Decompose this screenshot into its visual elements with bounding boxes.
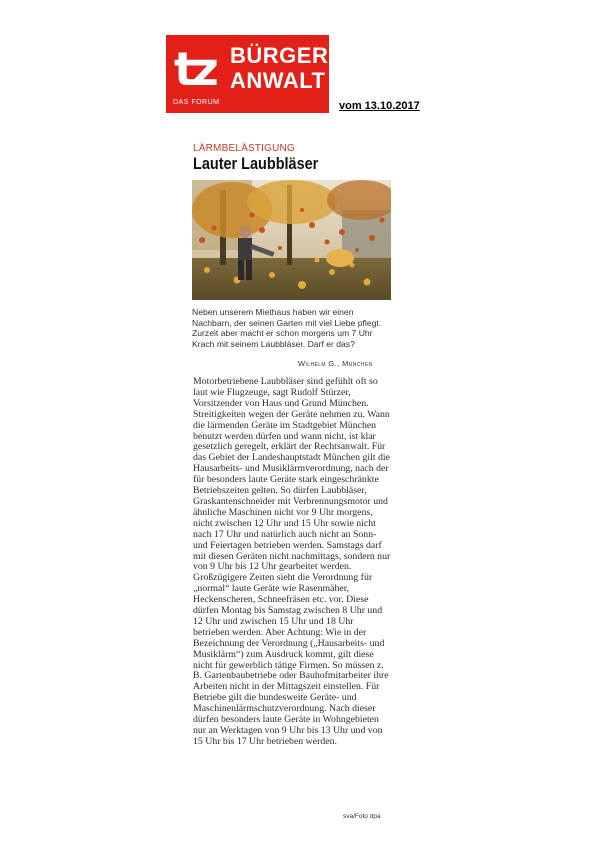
- publication-date: vom 13.10.2017: [339, 100, 420, 112]
- article-photo: [192, 180, 391, 300]
- logo-subtitle: DAS FORUM: [173, 99, 220, 106]
- tz-buergeranwalt-logo: [166, 35, 329, 113]
- logo-line-1: BÜRGER: [230, 43, 329, 68]
- question-signature: Wilhelm G., München: [298, 359, 373, 368]
- photo-credit: sva/Foto dpa: [343, 813, 381, 820]
- logo-line-2: ANWALT: [230, 68, 326, 93]
- logo-mark: tz: [174, 42, 215, 96]
- article-body: Motorbetriebene Laubbläser sind gefühlt oft so laut wie Flugzeuge, sagt Rudolf Stürzer, Vorsitzender von Haus und Grund München. Streitigkeiten wegen der Geräte nehmen zu. Wann die lärmenden Geräte im Stadtgebiet München benutzt werden dürfen und wann nicht, ist klar gesetzlich geregelt, erklärt der Rechtsanwalt. Für das Gebiet der Landeshauptstadt München gilt die Hausarbeits- und Musiklärmverordnung, nach der für besonders laute Geräte stark eingeschränkte Betriebszeiten gelten. So dürfen Laubbläser, Graskantenschneider mit Verbrennungsmotor und ähnliche Maschinen nicht vor 9 Uhr morgens, nicht zwischen 12 Uhr und 15 Uhr sowie nicht nach 17 Uhr und natürlich auch nicht an Sonn- und Feiertagen betrieben werden. Samstags darf mit diesen Geräten nicht nachmittags, sondern nur von 9 Uhr bis 12 Uhr gearbeitet werden. Großzügigere Zeiten sieht die Verordnung für „normal“ laute Geräte wie Rasenmäher, Heckenscheren, Schneefräsen etc. vor. Diese dürfen Montag bis Samstag zwischen 8 Uhr und 12 Uhr und zwischen 15 Uhr und 18 Uhr betrieben werden. Aber Achtung: Wie in der Bezeichnung der Verordnung („Hausarbeits- und Musiklärm“) zum Ausdruck kommt, gilt diese nicht für gewerblich tätige Firmen. So müssen z. B. Gartenbaubetriebe oder Bauhofmitarbeiter ihre Arbeiten nicht in der Mittagszeit einstellen. Für Betriebe gilt die bundesweite Geräte- und Maschinenlärmschutzverordnung. Nach dieser dürfen besonders laute Geräte in Wohngebieten nur an Werktagen von 9 Uhr bis 13 Uhr und von 15 Uhr bis 17 Uhr betrieben werden.: [193, 376, 391, 747]
- article-headline: Lauter Laubbläser: [193, 154, 319, 173]
- article-kicker: LÄRMBELÄSTIGUNG: [193, 143, 295, 154]
- reader-question: Neben unserem Miethaus haben wir einen Nachbarn, der seinen Garten mit viel Liebe pflegt. Zurzeit aber macht er schon morgens um 7 Uhr Krach mit seinem Laubbläser. Darf er das?: [192, 307, 382, 349]
